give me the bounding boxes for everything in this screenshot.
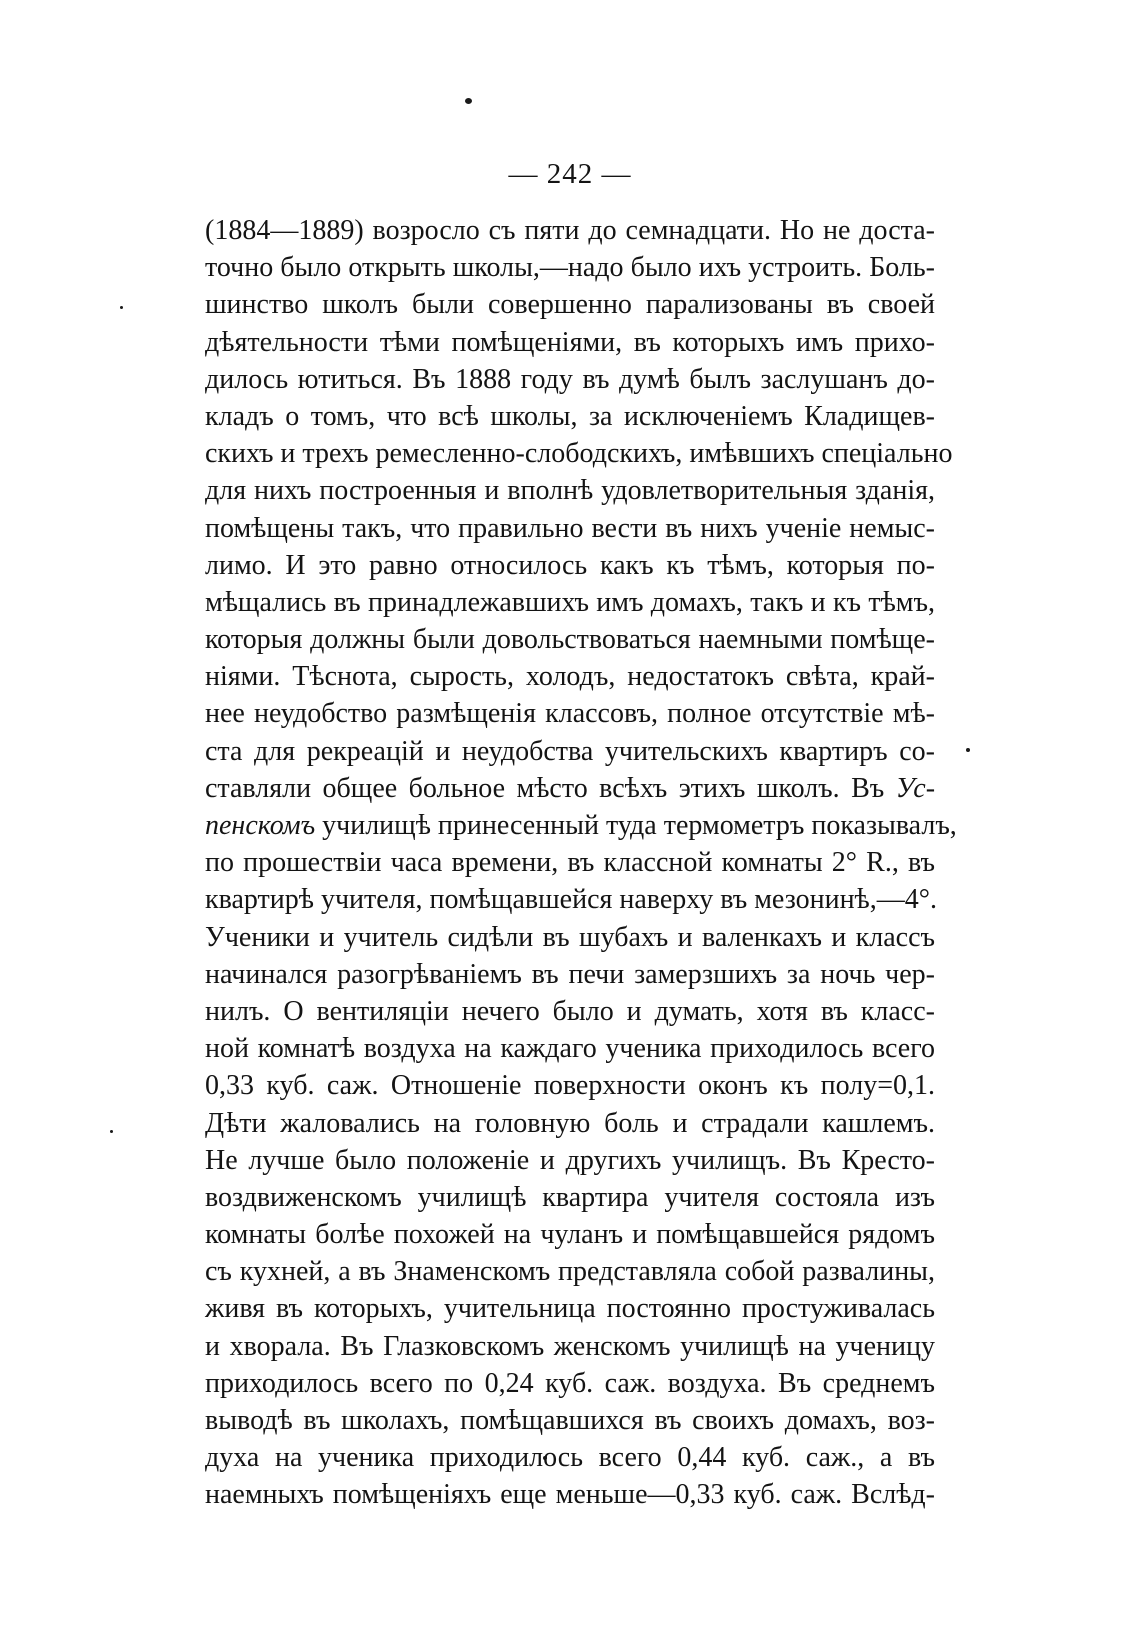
- text-line: [205, 770, 935, 807]
- text-line: 0,33 куб. саж. Отношеніе поверхности оконъ къ полу=0,1.: [205, 1070, 935, 1102]
- text-line: ной комнатѣ воздуха на каждаго ученика приходилось всего: [205, 1033, 935, 1065]
- text-line: начинался разогрѣваніемъ въ печи замерзшихъ за ночь чер-: [205, 958, 935, 990]
- text-line: нее неудобство размѣщенія классовъ, полное отсутствіе мѣ-: [205, 698, 935, 730]
- text-line: комнаты болѣе похожей на чуланъ и помѣщавшейся рядомъ: [205, 1219, 935, 1251]
- text-line: (1884—1889) возросло съ пяти до семнадцати. Но не доста-: [205, 215, 935, 246]
- text-line: Не лучше было положеніе и другихъ училищъ. Въ Кресто-: [205, 1144, 935, 1176]
- text-line: для нихъ построенныя и вполнѣ удовлетворительныя зданія,: [205, 475, 935, 507]
- text-line: и хворала. Въ Глазковскомъ женскомъ училищѣ на ученицу: [205, 1330, 935, 1362]
- text-line: кладъ о томъ, что всѣ школы, за исключеніемъ Кладищев-: [205, 400, 935, 432]
- text-line: [205, 807, 957, 844]
- text-line: скихъ и трехъ ремесленно-слободскихъ, имѣвшихъ спеціально: [205, 438, 953, 470]
- ink-speck: [465, 98, 472, 104]
- text-line: воздвиженскомъ училищѣ квартира учителя состояла изъ: [205, 1181, 935, 1213]
- ink-speck: [120, 306, 123, 309]
- text-line: приходилось всего по 0,24 куб. саж. воздуха. Въ среднемъ: [205, 1367, 935, 1399]
- text-line: ста для рекреацій и неудобства учительскихъ квартиръ со-: [205, 735, 935, 767]
- text-line: наемныхъ помѣщеніяхъ еще меньше—0,33 куб. саж. Вслѣд-: [205, 1479, 935, 1511]
- text-line: нилъ. О вентиляціи нечего было и думать, хотя въ класс-: [205, 995, 935, 1027]
- ink-speck: [966, 748, 970, 752]
- body-text: [205, 212, 957, 1514]
- text-line: лимо. И это равно относилось какъ къ тѣмъ, которыя по-: [205, 549, 935, 581]
- text-line: Ученики и учитель сидѣли въ шубахъ и валенкахъ и классъ: [205, 921, 935, 953]
- text-line: ніями. Тѣснота, сырость, холодъ, недостатокъ свѣта, край-: [205, 661, 935, 693]
- text-line: живя въ которыхъ, учительница постоянно простуживалась: [205, 1293, 935, 1325]
- text-line: мѣщались въ принадлежавшихъ имъ домахъ, такъ и къ тѣмъ,: [205, 586, 935, 618]
- text-line: точно было открыть школы,—надо было ихъ устроить. Боль-: [205, 252, 935, 284]
- text-line: дѣятельности тѣми помѣщеніями, въ которыхъ имъ прихо-: [205, 326, 935, 358]
- text-line: которыя должны были довольствоваться наемными помѣще-: [205, 624, 935, 656]
- text-line: квартирѣ учителя, помѣщавшейся наверху въ мезонинѣ,—4°.: [205, 884, 937, 916]
- text-line: шинство школъ были совершенно парализованы въ своей: [205, 289, 935, 321]
- page-number: — 242 —: [508, 158, 632, 190]
- text-line: дилось ютиться. Въ 1888 году въ думѣ былъ заслушанъ до-: [205, 363, 935, 395]
- text-line: по прошествіи часа времени, въ классной комнаты 2° R., въ: [205, 847, 935, 879]
- italic-word: Ус-: [895, 772, 936, 804]
- italic-word: пенскомъ: [205, 810, 316, 841]
- text-line: съ кухней, а въ Знаменскомъ представляла собой развалины,: [205, 1256, 935, 1288]
- text-line: помѣщены такъ, что правильно вести въ нихъ ученіе немыс-: [205, 512, 935, 544]
- text-segment: училищѣ принесенный туда термометръ показывалъ,: [315, 810, 957, 841]
- ink-speck: [110, 1130, 113, 1133]
- text-segment: ставляли общее больное мѣсто всѣхъ этихъ школъ. Въ: [205, 772, 885, 804]
- text-line: духа на ученика приходилось всего 0,44 куб. саж., а въ: [205, 1442, 935, 1474]
- text-line: Дѣти жаловались на головную боль и страдали кашлемъ.: [205, 1107, 935, 1139]
- text-line: выводѣ въ школахъ, помѣщавшихся въ своихъ домахъ, воз-: [205, 1405, 935, 1436]
